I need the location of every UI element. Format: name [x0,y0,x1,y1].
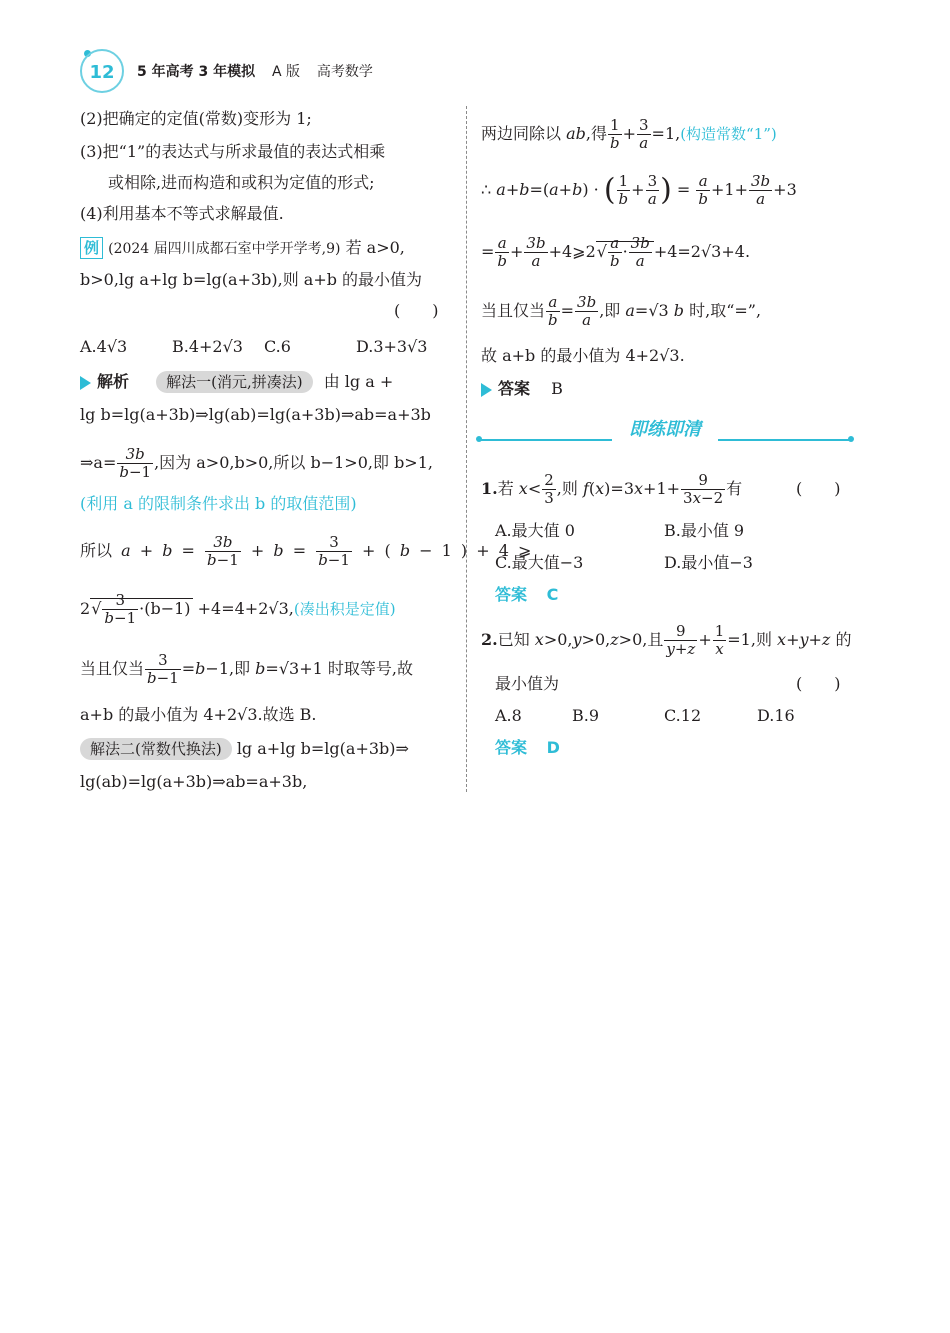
step-3b: 或相除,进而构造和或积为定值的形式; [108,173,375,192]
q1-answer-label: 答案 [495,585,528,604]
answer-row [481,376,563,402]
fraction-3b-over-b-1: $\frac{3b}{b-1}$ [119,445,152,481]
page-number: 12 [80,49,124,93]
question-1-stem: 1.若 x< $\frac{2}{3}$ ,则 f(x)=3x+1+ $\frac{9}{3x-2}$ 有 [481,471,743,507]
question-2-stem: 2.已知 x>0,y>0,z>0,且 $\frac{9}{y+z}$ + $\frac{1}{x}$ =1,则 x+y+z 的 [481,622,852,658]
section-dot-right [848,436,854,442]
header-subject: 高考数学 [316,64,373,80]
q2-option-b: B.9 [572,706,600,725]
method-1-note-1: (利用 a 的限制条件求出 b 的取值范围) [80,494,357,513]
q1-bracket: ( ) [796,479,841,498]
q1-answer: C [546,585,559,604]
q2-answer-row [495,735,560,761]
method-1-line-6: 2√ $\frac{3}{b-1}$ ·(b−1) +4=4+2√3,(凑出积是定值) [80,591,396,627]
q2-option-a: A.8 [495,706,522,725]
step-3a: (3)把“1”的表达式与所求最值的表达式相乘 [80,142,386,161]
right-line-3: = $\frac{a}{b}$ + $\frac{3b}{a}$ +4⩾2√ $\frac{a}{b}$ · $\frac{3b}{a}$ +4=2√3+4. [481,234,751,270]
q1-answer-row [495,582,558,608]
q1-option-a: A.最大值 0 [495,521,575,540]
method-2-line-1 [80,736,409,762]
step-2: (2)把确定的定值(常数)变形为 1; [80,109,312,128]
analysis-line-1 [80,369,393,395]
q1-option-d: D.最小值−3 [664,553,753,572]
method-1-line-1: 由 lg a + [323,372,394,391]
header-edition: A 版 [271,64,301,80]
m1-line3-pre: ⇒a= [80,453,117,472]
step-4: (4)利用基本不等式求解最值. [80,204,284,223]
q2-answer: D [546,738,560,757]
right-note-1: (构造常数“1”) [680,125,777,143]
method-1-note-2: (凑出积是定值) [293,600,396,618]
page-header [137,61,385,81]
q1-option-c: C.最大值−3 [495,553,584,572]
right-line-4: 当且仅当 $\frac{a}{b}$ = $\frac{3b}{a}$ ,即 a=√3 b 时,取“=”, [481,293,762,329]
method-1-line-5: 所以 a + b = $\frac{3b}{b-1}$ + b = $\frac{3}{b-1}$ + ( b − 1 ) + 4 ⩾ [80,533,532,569]
right-line-2: ∴ a+b=(a+b) · ( $\frac{1}{b}$ + $\frac{3}{a}$ ) = $\frac{a}{b}$ +1+ $\frac{3b}{a}$ +3 [481,172,797,208]
method-1-label: 解法一(消元,拼凑法) [156,371,312,393]
method-2-line-2: lg(ab)=lg(a+3b)⇒ab=a+3b, [80,772,308,791]
play-icon [80,376,91,390]
option-b: B.4+2√3 [172,337,243,356]
method-1-line-7: 当且仅当 $\frac{3}{b-1}$ =b−1,即 b=√3+1 时取等号,故 [80,651,413,687]
section-title: 即练即清 [612,417,718,443]
example-text-1: 若 a>0, [345,238,405,257]
method-2-text-1: lg a+lg b=lg(a+3b)⇒ [236,739,409,758]
example-line-1 [80,235,405,261]
header-series: 5 年高考 3 年模拟 [137,64,256,80]
right-line-5: 故 a+b 的最小值为 4+2√3. [481,346,685,365]
q2-stem-2: 最小值为 [495,674,560,693]
q2-option-c: C.12 [664,706,702,725]
q2-option-d: D.16 [757,706,795,725]
q2-answer-label: 答案 [495,738,528,757]
q2-bracket: ( ) [796,674,841,693]
answer-value: B [551,379,563,398]
m1-line3-post: ,因为 a>0,b>0,所以 b−1>0,即 b>1, [154,453,433,472]
q1-option-b: B.最小值 9 [664,521,745,540]
method-1-line-2: lg b=lg(a+3b)⇒lg(ab)=lg(a+3b)⇒ab=a+3b [80,405,431,424]
example-text-2: b>0,lg a+lg b=lg(a+3b),则 a+b 的最小值为 [80,270,423,289]
answer-bracket: ( ) [394,301,439,320]
answer-label: 答案 [498,379,531,398]
example-tag: 例 [80,237,103,259]
analysis-label: 解析 [97,372,130,391]
option-d: D.3+3√3 [356,337,428,356]
method-1-line-8: a+b 的最小值为 4+2√3.故选 B. [80,705,317,724]
option-a: A.4√3 [80,337,128,356]
method-1-line-3 [80,445,433,481]
example-source: (2024 届四川成都石室中学开学考,9) [108,241,341,257]
section-dot-left [476,436,482,442]
play-icon [481,383,492,397]
option-c: C.6 [264,337,291,356]
right-line-1: 两边同除以 ab,得 $\frac{1}{b}$ + $\frac{3}{a}$ =1,(构造常数“1”) [481,116,777,152]
column-divider [466,106,467,792]
method-2-label: 解法二(常数代换法) [80,738,232,760]
